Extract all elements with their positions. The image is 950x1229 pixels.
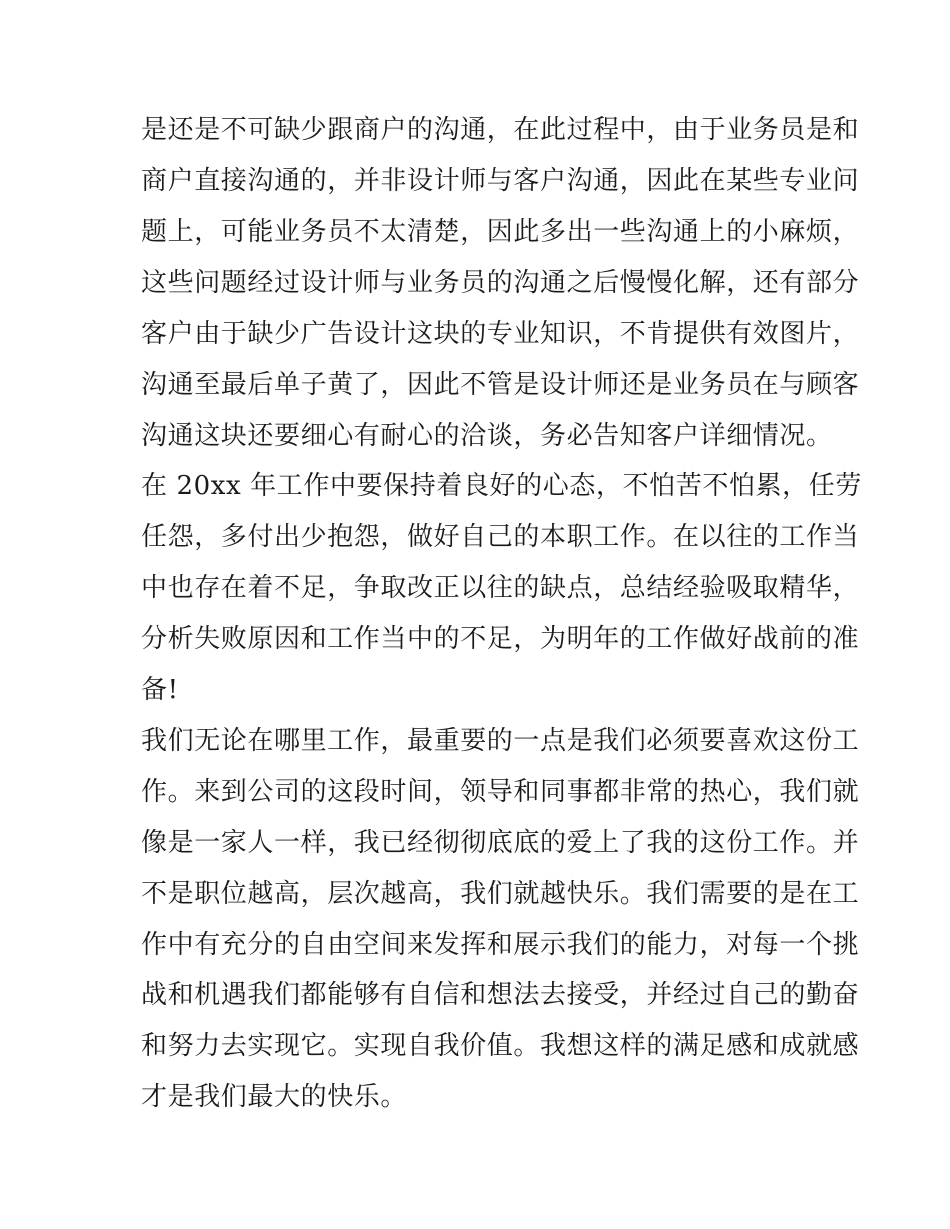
text-line: 这些问题经过设计师与业务员的沟通之后慢慢化解，还有部分 xyxy=(141,268,860,298)
text-line: 像是一家人一样，我已经彻彻底底的爱上了我的这份工作。并 xyxy=(141,828,860,858)
text-line: 沟通这块还要细心有耐心的洽谈，务必告知客户详细情况。 xyxy=(141,421,833,451)
text-line: 战和机遇我们都能够有自信和想法去接受，并经过自己的勤奋 xyxy=(141,980,860,1010)
text-line: 分析失败原因和工作当中的不足，为明年的工作做好战前的准 xyxy=(141,624,860,654)
text-line: 备! xyxy=(141,675,179,705)
text-line: 作中有充分的自由空间来发挥和展示我们的能力，对每一个挑 xyxy=(141,930,860,960)
text-line: 沟通至最后单子黄了，因此不管是设计师还是业务员在与顾客 xyxy=(141,370,860,400)
text-line: 我们无论在哪里工作，最重要的一点是我们必须要喜欢这份工 xyxy=(141,726,860,756)
text-line: 任怨，多付出少抱怨，做好自己的本职工作。在以往的工作当 xyxy=(141,522,860,552)
text-line: 题上，可能业务员不太清楚，因此多出一些沟通上的小麻烦， xyxy=(141,217,860,247)
text-line: 客户由于缺少广告设计这块的专业知识，不肯提供有效图片， xyxy=(141,319,860,349)
text-line: 不是职位越高，层次越高，我们就越快乐。我们需要的是在工 xyxy=(141,879,860,909)
text-line: 在 20xx 年工作中要保持着良好的心态，不怕苦不怕累，任劳 xyxy=(141,471,862,501)
text-line: 中也存在着不足，争取改正以往的缺点，总结经验吸取精华， xyxy=(141,573,860,603)
text-line: 作。来到公司的这段时间，领导和同事都非常的热心，我们就 xyxy=(141,777,860,807)
text-line: 商户直接沟通的，并非设计师与客户沟通，因此在某些专业问 xyxy=(141,166,860,196)
text-line: 是还是不可缺少跟商户的沟通，在此过程中，由于业务员是和 xyxy=(141,115,860,145)
text-line: 才是我们最大的快乐。 xyxy=(141,1082,408,1112)
text-line: 和努力去实现它。实现自我价值。我想这样的满足感和成就感 xyxy=(141,1031,860,1061)
